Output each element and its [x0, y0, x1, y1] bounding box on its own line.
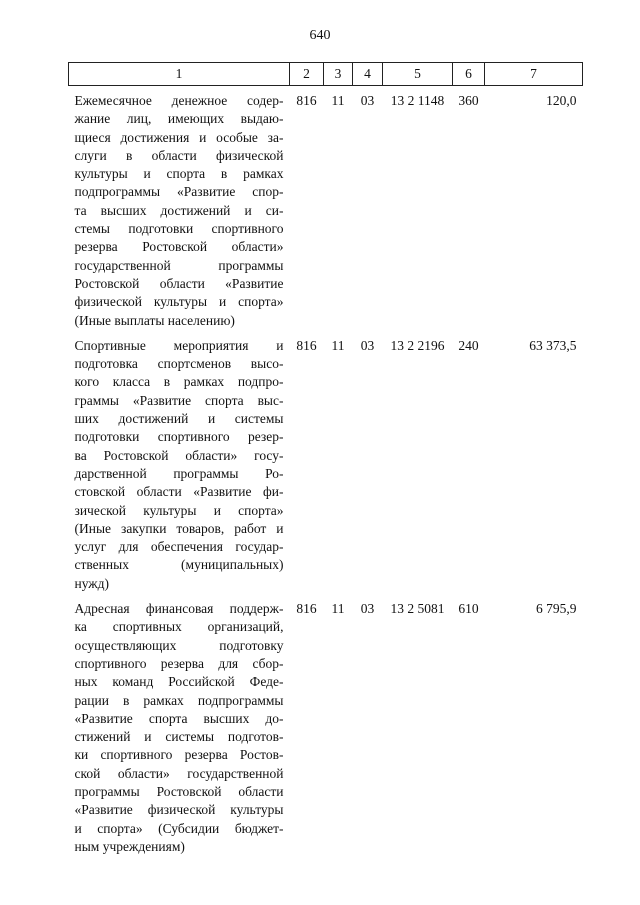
- row-description: [69, 86, 290, 330]
- amount-value: 6 795,9: [536, 601, 577, 617]
- description-line: резерва Ростовской области»: [74, 239, 284, 255]
- description-line: кого класса в рамках подпро-: [74, 374, 284, 390]
- description-line: ных команд Российской Феде-: [74, 674, 284, 690]
- description-line: Спортивные мероприятия и: [74, 337, 284, 353]
- column-header-5: 5: [383, 63, 453, 86]
- amount-value: 63 373,5: [529, 337, 577, 353]
- description-line: осуществляющих подготовку: [74, 637, 284, 653]
- table-header-row: [69, 63, 583, 86]
- expense-type-code: 240: [458, 337, 479, 353]
- column-header-1: 1: [69, 63, 290, 86]
- amount-value: 120,0: [546, 93, 577, 108]
- description-line: культуры и спорта в рамках: [74, 166, 284, 182]
- row-description: [69, 593, 290, 856]
- description-line: Ежемесячное денежное содер-: [74, 93, 284, 108]
- target-article-code: 13 2 1148: [390, 93, 445, 108]
- description-line: ва Ростовской области» госу-: [74, 447, 284, 463]
- expense-type-code: 610: [458, 601, 479, 617]
- description-line: стовской области «Развитие фи-: [74, 484, 284, 500]
- target-article-code: 13 2 2196: [390, 337, 445, 353]
- description-line: «Развитие физической культуры: [74, 802, 284, 818]
- description-line: физической культуры и спорта»: [74, 294, 284, 310]
- target-article-code: 13 2 5081: [390, 601, 445, 617]
- description-line: (Иные выплаты населению): [74, 312, 235, 328]
- row-description: [69, 330, 290, 593]
- table-row: [69, 86, 583, 330]
- description-line: стижений и системы подготов-: [74, 729, 284, 745]
- subsection-code: 03: [360, 337, 375, 353]
- table-row: [69, 593, 583, 856]
- description-line: подпрограммы «Развитие спор-: [74, 184, 284, 200]
- description-line: услуг для обеспечения государ-: [74, 539, 284, 555]
- budget-table: [68, 62, 583, 856]
- description-line: ской области» государственной: [74, 765, 284, 781]
- description-line: ка спортивных организаций,: [74, 619, 284, 635]
- ministry-code: 816: [296, 93, 317, 108]
- expense-type-code: 360: [458, 93, 479, 108]
- section-code: 11: [331, 337, 345, 353]
- description-line: та высших достижений и си-: [74, 202, 284, 218]
- table-body: [69, 86, 583, 857]
- column-header-3: 3: [324, 63, 353, 86]
- description-line: стемы подготовки спортивного: [74, 221, 284, 237]
- description-line: ки спортивного резерва Ростов-: [74, 747, 284, 763]
- column-header-6: 6: [453, 63, 485, 86]
- description-line: дарственной программы Ро-: [74, 465, 284, 481]
- description-line: щиеся достижения и особые за-: [74, 129, 284, 145]
- description-line: ших достижений и системы: [74, 411, 284, 427]
- description-line: спортивного резерва для сбор-: [74, 655, 284, 671]
- subsection-code: 03: [360, 93, 375, 108]
- column-header-7: 7: [485, 63, 583, 86]
- description-line: нужд): [74, 575, 109, 591]
- description-line: подготовки спортивного резер-: [74, 429, 284, 445]
- description-line: подготовка спортсменов высо-: [74, 356, 284, 372]
- description-line: жание лиц, имеющих выдаю-: [74, 111, 284, 127]
- description-line: Ростовской области «Развитие: [74, 275, 284, 291]
- column-header-2: 2: [290, 63, 324, 86]
- description-line: рации в рамках подпрограммы: [74, 692, 284, 708]
- description-line: граммы «Развитие спорта выс-: [74, 392, 284, 408]
- description-line: ным учреждениям): [74, 838, 185, 854]
- table-row: [69, 330, 583, 593]
- subsection-code: 03: [360, 601, 375, 617]
- description-line: «Развитие спорта высших до-: [74, 710, 284, 726]
- description-line: и спорта» (Субсидии бюджет-: [74, 820, 284, 836]
- page-number: 640: [309, 28, 331, 43]
- ministry-code: 816: [296, 337, 317, 353]
- description-line: программы Ростовской области: [74, 783, 284, 799]
- section-code: 11: [331, 93, 345, 108]
- description-line: (Иные закупки товаров, работ и: [74, 520, 284, 536]
- description-line: зической культуры и спорта»: [74, 502, 284, 518]
- ministry-code: 816: [296, 601, 317, 617]
- column-header-4: 4: [353, 63, 383, 86]
- description-line: слуги в области физической: [74, 147, 284, 163]
- description-line: Адресная финансовая поддерж-: [74, 601, 284, 617]
- description-line: ственных (муниципальных): [74, 557, 284, 573]
- section-code: 11: [331, 601, 345, 617]
- description-line: государственной программы: [74, 257, 284, 273]
